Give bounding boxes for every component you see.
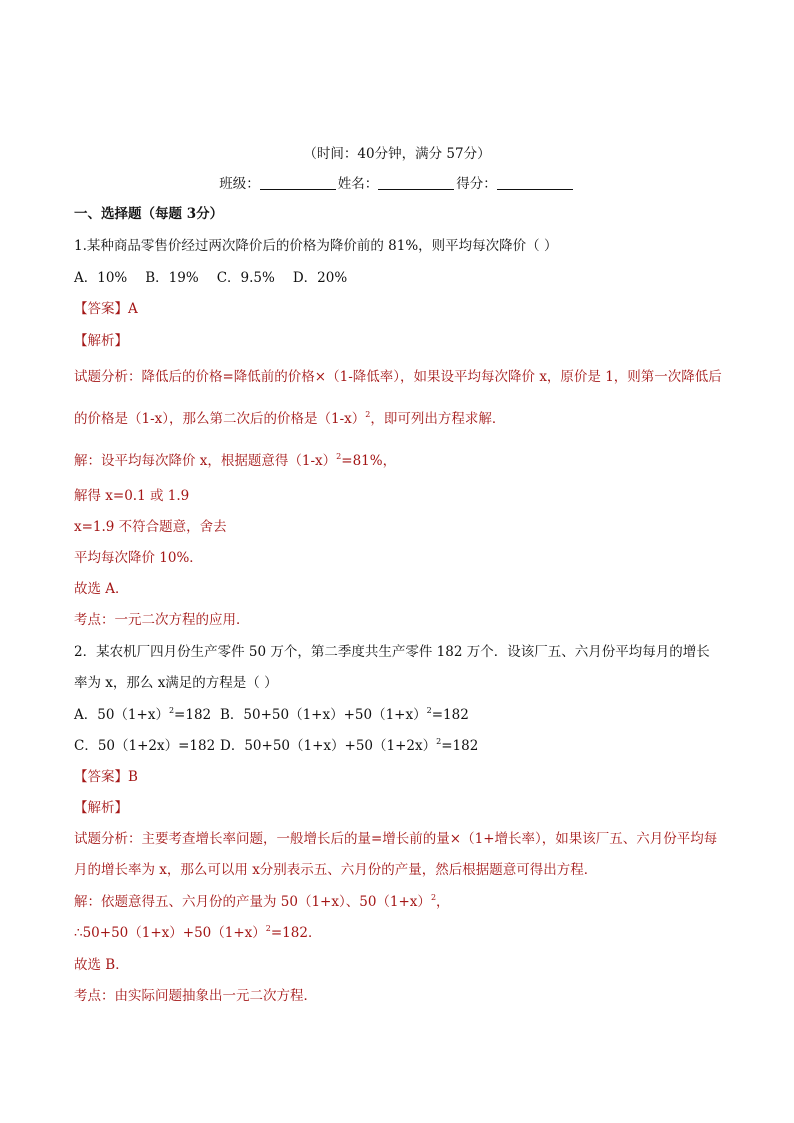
q1-solution-5: 故选 A． <box>74 581 129 597</box>
q2-option-a: A．$50(1+x)^2=182$ <box>74 706 212 723</box>
time-info: （时间：40分钟，满分 57分） <box>303 146 491 162</box>
q2-options-ab <box>74 706 469 724</box>
q1-analysis-tag: 【解析】 <box>74 333 128 349</box>
q2-analysis-tag: 【解析】 <box>74 800 128 816</box>
q1-option-b: B．19% <box>145 270 199 286</box>
q2-analysis-2: 月的增长率为 x，那么可以用 x分别表示五、六月份的产量，然后根据题意可得出方程． <box>74 862 598 878</box>
q2-option-b: B．$50+50(1+x)+50(1+x)^2=182$ <box>220 706 469 723</box>
q1-point: 考点：一元二次方程的应用． <box>74 612 250 628</box>
q1-solution-3: x=1.9 不符合题意，舍去 <box>74 519 227 535</box>
q2-solution-3: 故选 B． <box>74 957 129 973</box>
q1-stem: 1.某种商品零售价经过两次降价后的价格为降价前的 81%，则平均每次降价（ ） <box>74 238 558 254</box>
section-title: 一、选择题（每题 3分） <box>74 206 224 222</box>
student-info-line <box>0 175 794 193</box>
q2-point: 考点：由实际问题抽象出一元二次方程． <box>74 988 317 1004</box>
q2-stem-2: 率为 x，那么 x满足的方程是（ ） <box>74 675 278 691</box>
q1-analysis-2: 的价格是（1-x），那么第二次后的价格是$(1-x)^2$，即可列出方程求解． <box>74 410 506 427</box>
class-blank[interactable] <box>260 176 336 190</box>
q1-solution-1: 解：设平均每次降价 x，根据题意得$(1-x)^2=81\%$， <box>74 452 397 469</box>
q1-analysis-1: 试题分析：降低后的价格=降低前的价格×（1-降低率），如果设平均每次降价 x，原价是 1，则第一次降低后 <box>74 369 722 385</box>
score-label: 得分： <box>456 176 497 192</box>
name-blank[interactable] <box>378 176 454 190</box>
q1-solution-2: 解得 x=0.1 或 1.9 <box>74 488 190 504</box>
q2-solution-2: $\therefore 50+50(1+x)+50(1+x)^2=182$． <box>74 924 322 941</box>
q2-answer: 【答案】B <box>74 769 138 785</box>
q1-solution-4: 平均每次降价 10%． <box>74 550 203 566</box>
name-label: 姓名： <box>337 176 379 192</box>
q1-option-d: D．20% <box>292 270 348 286</box>
q2-solution-1: 解：依题意得五、六月份的产量为 50（1+x）、$50(1+x)^2$， <box>74 893 450 910</box>
q1-option-c: C．9.5% <box>216 270 275 286</box>
class-label: 班级： <box>219 176 260 192</box>
q2-option-d: D．$50+50(1+x)+50(1+2x)^2=182$ <box>220 737 479 754</box>
q1-option-a: A．10% <box>74 270 128 286</box>
score-blank[interactable] <box>497 176 573 190</box>
q1-options <box>74 269 365 287</box>
q2-options-cd <box>74 737 478 755</box>
q1-answer: 【答案】A <box>74 301 138 317</box>
q2-option-c: C．50（1+2x）=182 <box>74 738 216 754</box>
q2-analysis-1: 试题分析：主要考查增长率问题，一般增长后的量=增长前的量×（1+增长率），如果该厂五、六月份平均每 <box>74 831 718 847</box>
q2-stem-1: 2．某农机厂四月份生产零件 50 万个，第二季度共生产零件 182 万个．设该厂五、六月份平均每月的增长 <box>74 644 710 660</box>
